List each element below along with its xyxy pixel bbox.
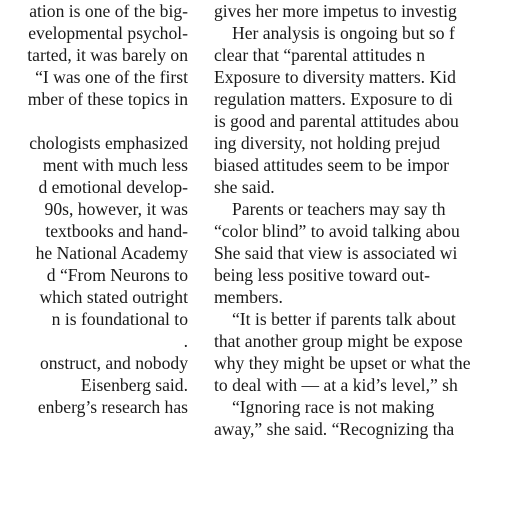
right-text-column [214,0,512,512]
text-line: why they might be upset or what the [214,353,471,373]
text-line: mber of these topics in [27,89,188,109]
text-line: d “From Neurons to [46,265,188,285]
text-line: n is foundational to [51,309,188,329]
text-line: Exposure to diversity matters. Kid [214,67,456,87]
text-line: biased attitudes seem to be impor [214,155,450,175]
text-line: “Ignoring race is not making [232,397,435,417]
text-line: evelopmental psychol- [28,23,188,43]
text-line: clear that “parental attitudes n [214,45,426,65]
text-line: regulation matters. Exposure to di [214,89,453,109]
text-line: he National Academy [35,243,188,263]
text-line: to deal with — at a kid’s level,” sh [214,375,458,395]
text-line: chologists emphasized [29,133,188,153]
text-line: members. [214,287,283,307]
text-line: onstruct, and nobody [39,353,188,373]
text-line: Her analysis is ongoing but so f [232,23,455,43]
text-line: tarted, it was barely on [27,45,188,65]
text-line: ment with much less [42,155,188,175]
text-line: being less positive toward out- [214,265,430,285]
text-line: enberg’s research has [37,397,188,417]
text-line: textbooks and hand- [45,221,188,241]
text-line: she said. [214,177,275,197]
text-line [0,110,188,132]
text-line: . [183,331,188,351]
text-line: that another group might be expose [214,331,463,351]
text-line: She said that view is associated wi [214,243,458,263]
text-line: “color blind” to avoid talking abou [214,221,460,241]
text-line: gives her more impetus to investig [214,1,457,21]
text-line: d emotional develop- [38,177,188,197]
text-line: 90s, however, it was [44,199,188,219]
text-line: “It is better if parents talk about [232,309,456,329]
text-line: “I was one of the first [35,67,188,87]
text-line: Parents or teachers may say th [232,199,446,219]
left-text-column [0,0,196,512]
text-line: which stated outright [39,287,188,307]
text-line: ing diversity, not holding prejud [214,133,441,153]
text-line: away,” she said. “Recognizing tha [214,419,455,439]
text-line: is good and parental attitudes abou [214,111,459,131]
text-line: ation is one of the big- [29,1,188,21]
text-line: Eisenberg said. [80,375,188,395]
